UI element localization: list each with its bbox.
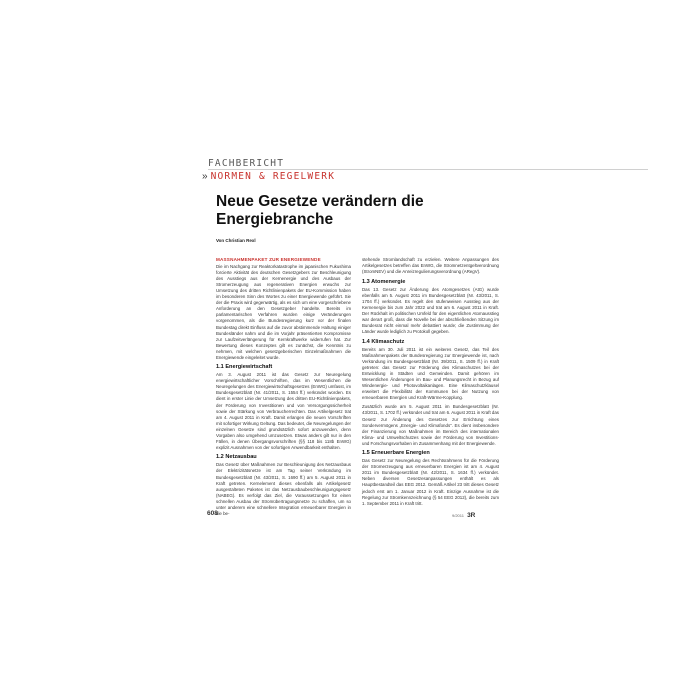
kicker-label: FACHBERICHT xyxy=(208,158,285,169)
publication-mark: 3R xyxy=(467,512,476,519)
double-chevron-icon: » xyxy=(202,171,208,182)
section-tag xyxy=(202,158,468,182)
section-paragraph: Das Gesetz über Maßnahmen zur Beschleunigung des Netzausbaus der Elektrizitätsnetze ist am Tag seiner Verkündung im Bundesgesetzblatt (Nr. 43/2011, S. 1690 ff.) am 5. August 2011 in Kraft getreten. Kernelement dieses ebenfalls als Artikelgesetz ausgestalteten Paketes ist das Netzausbaubeschleunigungsgesetz (NABEG). Es verfolgt das Ziel, die Voraussetzungen für einen schnellen Ausbau der Stromübertragungsnetze zu schaffen, um so unter anderem eine schnellere Integration erneuerbarer Energien in die be- xyxy=(216,462,351,516)
section-heading: 1.2 Netzausbau xyxy=(216,454,257,461)
text-column-left xyxy=(216,257,351,520)
header-rule xyxy=(208,169,648,170)
section-paragraph: Am 3. August 2011 ist das Gesetz zur Neuregelung energiewirtschaftlicher Vorschriften, das im Wesentlichen die Neuregelungen des Energiewirtschaftsgesetzes (EnWG) umfasst, im Bundesgesetzblatt (Nr. 41/2011, S. 1554 ff.) verkündet worden. Es dient in erster Linie der Umsetzung des dritten EU-Richtlinienpakets, der Förderung von Investitionen und von Versorgungssicherheit sowie der Stärkung von Verbraucherrechten. Das Artikelgesetz trat am 4. August 2011 in Kraft. Damit erlangen die neuen Vorschriften mit sofortiger Wirkung Geltung. Das bedeutet, die Neuregelungen der einzelnen Gesetze sind grundsätzlich sofort anzuwenden, denn Vorgaben also umgehend umzusetzen. Etwas anders gilt nur in den Fällen, in denen Übergangsvorschriften (§§ 118 bis 118b EnWG) explizit Ausnahmen von der sofortigen Anwendbarkeit enthalten. xyxy=(216,372,351,450)
text-column-right xyxy=(362,257,499,510)
section-paragraph: Das 13. Gesetz zur Änderung des Atomgesetzes (AtG) wurde ebenfalls am 5. August 2011 im Bundesgesetzblatt (Nr. 43/2011, S. 1704 ff.) verkündet. Es regelt den stufenweisen Ausstieg aus der Kernenergie bis zum Jahr 2022 und trat am 6. August 2011 in Kraft. Der Rückhalt im politischen Umfeld für den eigentlichen Atomausstieg war derart groß, dass die Novelle bei der abschließenden Sitzung im Bundesrat nicht einmal mehr debattiert wurde; die Zustimmung der Länder wurde lediglich zu Protokoll gegeben. xyxy=(362,286,499,334)
topic-row xyxy=(202,171,335,183)
article-title: Neue Gesetze verändern die Energiebranche xyxy=(216,193,424,228)
continued-paragraph: stehende Stromlandschaft zu erzielen. Weitere Anpassungen des Artikelgesetzes betreffen das EnWG, die Stromnetzentgeltverordnung (StromNEV) und die Anreizregulierungsverordnung (ARegV). xyxy=(362,257,499,275)
section-paragraph: Bereits am 30. Juli 2011 ist ein weiteres Gesetz, das Teil des Maßnahmenpakets der Bundesregierung zur Energiewende ist, nach Verkündung im Bundesgesetzblatt (Nr. 39/2011, S. 1509 ff.) in Kraft getreten: das Gesetz zur Förderung des Klimaschutzes bei der Entwicklung in Städten und Gemeinden. Damit gehören im Wesentlichen Änderungen im Bau- und Planungsrecht in Bezug auf Windenergie- und Photovoltaikanlagen. Eine Klimaschutzklausel erweitert die Flexibilität der Kommunen bei der Nutzung von erneuerbaren Energien und Kraft-Wärme-Kopplung. xyxy=(362,346,499,400)
page-number-left: 608 xyxy=(207,510,218,517)
article-author: Von Christian Rexl xyxy=(216,238,256,243)
footer-issue xyxy=(452,512,475,519)
lead-paragraph: Die im Nachgang zur Reaktorkatastrophe im japanischen Fukushima forcierte Aktivität des deutschen Gesetzgebers zur Beschleunigung des Ausstiegs aus der Kernenergie und des Ausbaus der Stromerzeugung aus regenerativen Energien erwuchs zur Umsetzung des dritten Richtlinienpakets der EU-Kommission haben im besonderen Sinn des Wortes zu einer Energiewende geführt. Sie der die Praxis wird gegenwärtig, als es sich um eine vorgeschriebene Anforderung an den Gesetzgeber handelte. Bereits im parlamentarischen Verfahren wurden einige Veränderungen vorgenommen, als die Bundesregierung kurz vor der finalen Bundestag direkt Einfluss auf die zuvor abstimmende Haltung einiger Bundesländer nahm und die im Vorjahr präsentierten Kompromisse zur Laufzeitverlängerung für Kernkraftwerke widerrufen hat. Zur Bewertung dieses Konzeptes gilt es zunächst, die Kenntnis zu nehmen, mit welchen gesetzgeberischen Einzelmaßnahmen die Energiewende eingeleitet wurde. xyxy=(216,264,351,360)
section-paragraph: Das Gesetz zur Neuregelung des Rechtsrahmens für die Förderung der Stromerzeugung aus erneuerbaren Energien ist am 4. August 2011 im Bundesgesetzblatt (Nr. 42/2011, S. 1634 ff.) verkündet. Neben diversen Gesetzesanpassungen enthält es als Hauptbestandteil das EEG 2012. Gemäß Artikel 23 tritt dieses Gesetz jedoch erst am 1. Januar 2012 in Kraft. Einzige Ausnahme ist die Regelung zur Stromkennzeichnung (§ 54 EEG 2012), die bereits zum 1. September 2011 in Kraft tritt. xyxy=(362,458,499,506)
section-heading: 1.5 Erneuerbare Energien xyxy=(362,450,430,457)
section-heading: 1.3 Atomenergie xyxy=(362,278,406,285)
section-heading: 1.4 Klimaschutz xyxy=(362,338,405,345)
section-heading: 1.1 Energiewirtschaft xyxy=(216,364,273,371)
topic-label: NORMEN & REGELWERK xyxy=(210,171,336,182)
section-paragraph: Zusätzlich wurde am 5. August 2011 im Bundesgesetzblatt (Nr. 43/2011, S. 1702 ff.) verkündet und trat am 6. August 2011 in Kraft das Gesetz zur Änderung des Gesetzes zur Errichtung eines Sondervermögens „Energie- und Klimafonds“. Es dient insbesondere der Finanzierung von Maßnahmen im Bereich des internationalen Klima- und Umweltschutzes sowie der Förderung von Investitions- und Forschungsvorhaben im Zusammenhang mit der Energiewende. xyxy=(362,404,499,446)
issue-label: 9/2011 xyxy=(452,513,464,518)
lead-heading: MASSNAHMENPAKET ZUR ENERGIEWENDE xyxy=(216,257,321,262)
